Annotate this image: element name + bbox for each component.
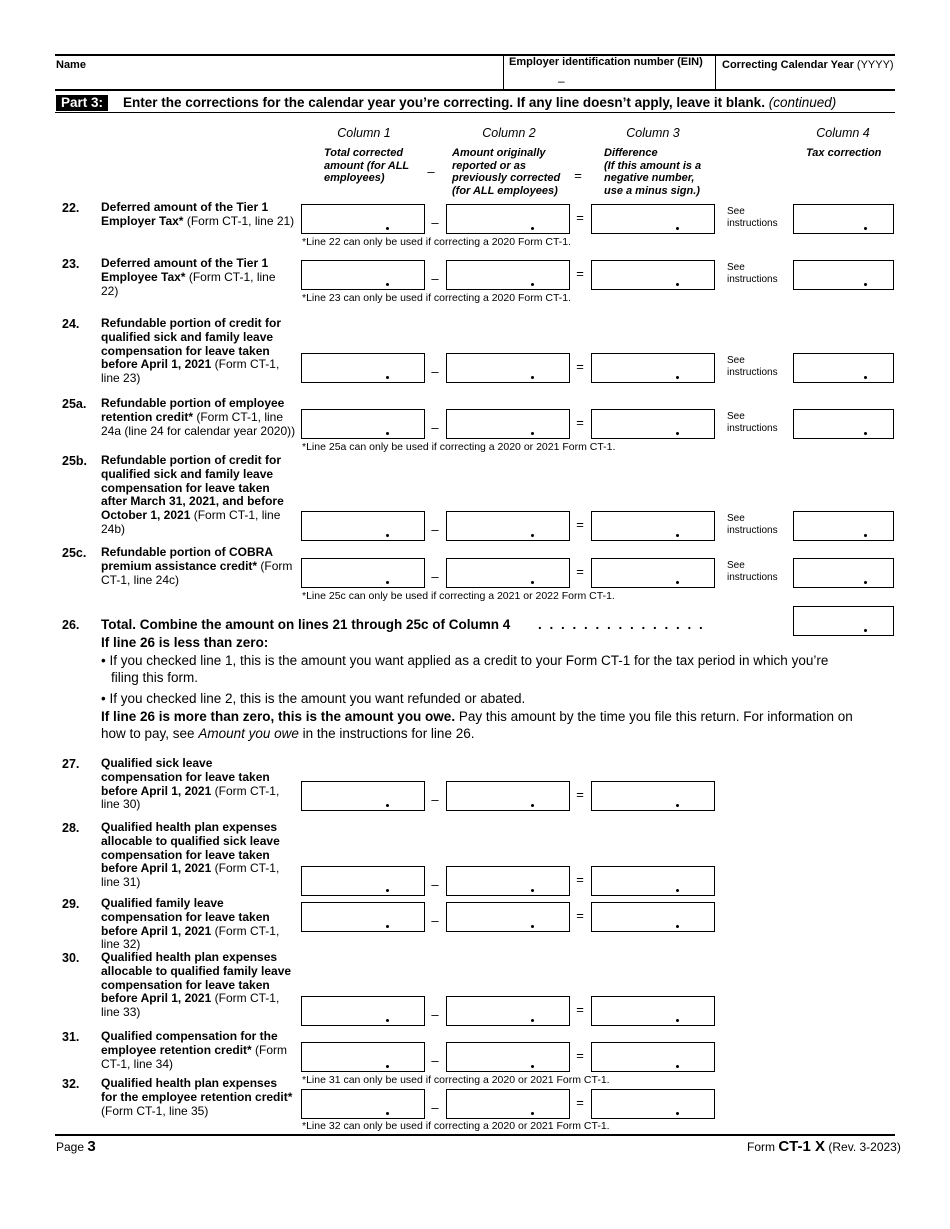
col2-sub-line: (for ALL employees) <box>452 184 558 197</box>
line-26-more-text: Pay this amount by the time you file this return. For information on <box>455 709 853 724</box>
line-25b-col4-input[interactable] <box>793 511 894 541</box>
line-25c-col1-input[interactable] <box>301 558 425 588</box>
line-30-number: 30. <box>62 951 80 965</box>
line-27-desc-bold: Qualified sick leave compensation for leave taken before April 1, 2021 <box>101 756 270 798</box>
line-30-col1-input[interactable] <box>301 996 425 1026</box>
line-25a-see-instructions <box>727 411 778 435</box>
line-24-desc-ref: (Form CT-1, line 23) <box>101 357 280 386</box>
line-26-number: 26. <box>62 618 80 632</box>
col2-sub-line: reported or as <box>452 159 526 172</box>
line-24-desc-bold: Refundable portion of credit for qualified sick and family leave compensation for leave taken before April 1, 2021 <box>101 316 281 372</box>
instructions-text: instructions <box>727 367 778 378</box>
instructions-text: instructions <box>727 525 778 536</box>
line-30-equals: = <box>576 1002 584 1017</box>
instructions-text: instructions <box>727 218 778 229</box>
col3-sub-line: use a minus sign.) <box>604 184 700 197</box>
col1-sub-line: Total corrected <box>324 147 404 159</box>
line-25a-minus: – <box>431 420 439 435</box>
line-26-title-text: Total. Combine the amount on lines 21 through 25c of Column 4 <box>101 617 511 632</box>
line-25b-minus: – <box>431 522 439 537</box>
line-32-col1-input[interactable] <box>301 1089 425 1119</box>
col1-sub-line: amount (for ALL <box>324 159 410 172</box>
instructions-text: instructions <box>727 572 778 583</box>
line-24-description <box>101 317 296 386</box>
line-23-desc-bold: Deferred amount of the Tier 1 Employee Tax* <box>101 256 269 284</box>
line-25a-description <box>101 397 296 438</box>
col1-sub-line: employees) <box>324 172 385 184</box>
line-28-desc-ref: (Form CT-1, line 31) <box>101 861 280 890</box>
line-31-col1-input[interactable] <box>301 1042 425 1072</box>
line-31-minus: – <box>431 1053 439 1068</box>
line-32-equals: = <box>576 1095 584 1110</box>
line-26-more-than-zero <box>101 708 853 725</box>
ein-field[interactable] <box>509 72 709 86</box>
line-32-note: *Line 32 can only be used if correcting a 2020 or 2021 Form CT-1. <box>302 1120 610 1132</box>
line-28-desc-bold: Qualified health plan expenses allocable to qualified sick leave compensation for leave taken before April 1, 2021 <box>101 820 280 876</box>
see-text: See <box>727 411 745 422</box>
line-30-col2-input[interactable] <box>446 996 570 1026</box>
line-23-description <box>101 257 296 298</box>
form-label: Form <box>747 1140 775 1154</box>
line-25a-equals: = <box>576 415 584 430</box>
line-24-col2-input[interactable] <box>446 353 570 383</box>
see-text: See <box>727 355 745 366</box>
line-23-number: 23. <box>62 257 80 271</box>
line-27-description <box>101 757 296 812</box>
line-29-col1-input[interactable] <box>301 902 425 932</box>
line-30-desc-bold: Qualified health plan expenses allocable to qualified family leave compensation for leave taken before April 1, 2021 <box>101 950 292 1006</box>
line-23-col2-input[interactable] <box>446 260 570 290</box>
line-25c-see-instructions <box>727 560 778 584</box>
col4-sub-line: Tax correction <box>806 147 882 159</box>
header-minus: – <box>427 164 435 179</box>
see-text: See <box>727 206 745 217</box>
line-22-number: 22. <box>62 201 80 215</box>
line-28-col3-input[interactable] <box>591 866 715 896</box>
line-29-col2-input[interactable] <box>446 902 570 932</box>
col3-sub-line: Difference <box>604 147 658 159</box>
line-29-number: 29. <box>62 897 80 911</box>
line-29-desc-ref: (Form CT-1, line 32) <box>101 923 280 952</box>
col3-title: Column 3 <box>626 126 680 140</box>
instructions-text: instructions <box>727 274 778 285</box>
line-30-desc-ref: (Form CT-1, line 33) <box>101 991 280 1020</box>
line-29-col3-input[interactable] <box>591 902 715 932</box>
see-text: See <box>727 262 745 273</box>
line-32-col3-input[interactable] <box>591 1089 715 1119</box>
year-hint: (YYYY) <box>856 59 894 71</box>
line-23-see-instructions <box>727 262 778 286</box>
line-22-desc-ref: (Form CT-1, line 21) <box>183 213 295 228</box>
line-23-note: *Line 23 can only be used if correcting a 2020 Form CT-1. <box>302 292 572 304</box>
line-32-number: 32. <box>62 1077 80 1091</box>
line-24-equals: = <box>576 359 584 374</box>
line-30-minus: – <box>431 1007 439 1022</box>
line-26-more-2b: in the instructions for line 26. <box>298 726 475 741</box>
form-rev: (Rev. 3-2023) <box>828 1140 901 1154</box>
line-24-minus: – <box>431 364 439 379</box>
line-27-equals: = <box>576 787 584 802</box>
line-29-minus: – <box>431 913 439 928</box>
line-22-col1-input[interactable] <box>301 204 425 234</box>
line-32-description <box>101 1077 296 1118</box>
line-22-desc-bold: Deferred amount of the Tier 1 Employer Tax* <box>101 200 269 228</box>
line-31-number: 31. <box>62 1030 80 1044</box>
line-25b-col2-input[interactable] <box>446 511 570 541</box>
line-26-more-2a: how to pay, see <box>101 726 199 741</box>
line-30-description <box>101 951 296 1020</box>
line-27-number: 27. <box>62 757 80 771</box>
line-32-col2-input[interactable] <box>446 1089 570 1119</box>
line-31-description <box>101 1030 296 1071</box>
ein-dash: – <box>558 74 565 88</box>
line-26-bullet-2: • If you checked line 2, this is the amount you want refunded or abated. <box>101 691 526 706</box>
col3-sub <box>604 147 701 197</box>
page-number: 3 <box>87 1138 96 1155</box>
line-28-col2-input[interactable] <box>446 866 570 896</box>
col3-sub-line: (If this amount is a <box>604 159 702 172</box>
line-26-bullet-1: • If you checked line 1, this is the amount you want applied as a credit to your Form CT-1 for the tax period in which you’re <box>101 653 829 668</box>
line-25a-col2-input[interactable] <box>446 409 570 439</box>
line-31-col3-input[interactable] <box>591 1042 715 1072</box>
line-22-note: *Line 22 can only be used if correcting a 2020 Form CT-1. <box>302 236 572 248</box>
line-30-col3-input[interactable] <box>591 996 715 1026</box>
col1-title: Column 1 <box>337 126 391 140</box>
name-label: Name <box>56 59 86 71</box>
col4-title: Column 4 <box>816 126 870 140</box>
line-27-col2-input[interactable] <box>446 781 570 811</box>
line-25b-number: 25b. <box>62 454 88 468</box>
line-25b-desc-ref: (Form CT-1, line 24b) <box>101 508 281 536</box>
line-25c-equals: = <box>576 564 584 579</box>
line-32-desc-bold: Qualified health plan expenses for the employee retention credit* <box>101 1076 293 1104</box>
see-text: See <box>727 560 745 571</box>
header-equals: = <box>574 168 582 183</box>
line-25c-note: *Line 25c can only be used if correcting a 2021 or 2022 Form CT-1. <box>302 590 615 602</box>
line-23-col3-input[interactable] <box>591 260 715 290</box>
line-27-minus: – <box>431 792 439 807</box>
line-28-col1-input[interactable] <box>301 866 425 896</box>
line-26-leader: . . . . . . . . . . . . . . . <box>538 617 705 632</box>
part-title <box>123 95 836 111</box>
line-24-see-instructions <box>727 355 778 379</box>
line-27-col1-input[interactable] <box>301 781 425 811</box>
line-25c-col4-input[interactable] <box>793 558 894 588</box>
line-25b-col1-input[interactable] <box>301 511 425 541</box>
col2-sub-line: Amount originally <box>452 147 546 159</box>
year-field[interactable] <box>722 73 890 87</box>
col1-sub <box>324 147 409 185</box>
line-22-col4-input[interactable] <box>793 204 894 234</box>
line-27-col3-input[interactable] <box>591 781 715 811</box>
ein-label: Employer identification number (EIN) <box>509 56 703 68</box>
line-26-more-text-2 <box>101 725 474 742</box>
line-25b-desc-bold: Refundable portion of credit for qualified sick and family leave compensation for leave taken after March 31, 2021, and before October 1, 2021 <box>101 453 284 523</box>
line-29-desc-bold: Qualified family leave compensation for leave taken before April 1, 2021 <box>101 896 270 938</box>
line-25b-description <box>101 454 296 537</box>
line-26-less-than-zero: If line 26 is less than zero: <box>101 635 269 650</box>
part-title-text: Enter the corrections for the calendar year you’re correcting. If any line doesn’t apply, leave it blank. <box>123 95 765 110</box>
line-25c-minus: – <box>431 569 439 584</box>
line-24-col4-input[interactable] <box>793 353 894 383</box>
line-25c-description <box>101 546 296 587</box>
form-name: CT-1 X <box>778 1138 826 1155</box>
line-24-col1-input[interactable] <box>301 353 425 383</box>
line-25a-desc-ref: (Form CT-1, line 24a (line 24 for calendar year 2020)) <box>101 409 296 438</box>
line-32-minus: – <box>431 1100 439 1115</box>
line-25a-desc-bold: Refundable portion of employee retention credit* <box>101 396 285 424</box>
line-25c-col2-input[interactable] <box>446 558 570 588</box>
year-label: Correcting Calendar Year <box>722 59 854 71</box>
line-32-desc-ref: (Form CT-1, line 35) <box>101 1103 209 1118</box>
instructions-text: instructions <box>727 423 778 434</box>
line-27-desc-ref: (Form CT-1, line 30) <box>101 783 280 812</box>
line-31-desc-bold: Qualified compensation for the employee retention credit* <box>101 1029 278 1057</box>
line-26-title <box>101 616 510 633</box>
part-badge: Part 3: <box>56 95 108 111</box>
line-28-minus: – <box>431 877 439 892</box>
line-24-col3-input[interactable] <box>591 353 715 383</box>
col4-sub <box>806 147 881 160</box>
line-25b-col3-input[interactable] <box>591 511 715 541</box>
line-25a-col4-input[interactable] <box>793 409 894 439</box>
line-29-description <box>101 897 296 952</box>
line-22-description <box>101 201 296 229</box>
line-22-minus: – <box>431 215 439 230</box>
line-26-bullet-1b: filing this form. <box>111 670 199 685</box>
line-22-see-instructions <box>727 206 778 230</box>
line-25a-note: *Line 25a can only be used if correcting a 2020 or 2021 Form CT-1. <box>302 441 616 453</box>
line-23-col4-input[interactable] <box>793 260 894 290</box>
line-29-equals: = <box>576 908 584 923</box>
line-28-number: 28. <box>62 821 80 835</box>
line-22-equals: = <box>576 210 584 225</box>
line-22-col3-input[interactable] <box>591 204 715 234</box>
part-continued: (continued) <box>768 95 837 110</box>
line-25b-see-instructions <box>727 513 778 537</box>
line-26-more-bold: If line 26 is more than zero, this is the amount you owe. <box>101 709 456 724</box>
line-24-number: 24. <box>62 317 80 331</box>
line-25a-number: 25a. <box>62 397 87 411</box>
col2-title: Column 2 <box>482 126 536 140</box>
line-22-col2-input[interactable] <box>446 204 570 234</box>
line-28-description <box>101 821 296 890</box>
line-25a-col1-input[interactable] <box>301 409 425 439</box>
line-31-equals: = <box>576 1048 584 1063</box>
col2-sub <box>452 147 560 197</box>
line-26-col4-input[interactable] <box>793 606 894 636</box>
page-label: Page <box>56 1140 85 1154</box>
name-field[interactable] <box>100 70 496 86</box>
line-23-col1-input[interactable] <box>301 260 425 290</box>
col3-sub-line: negative number, <box>604 172 695 184</box>
page-footer <box>56 1138 96 1155</box>
line-23-minus: – <box>431 271 439 286</box>
line-25b-equals: = <box>576 517 584 532</box>
form-footer <box>747 1138 901 1155</box>
line-23-equals: = <box>576 266 584 281</box>
line-25c-number: 25c. <box>62 546 87 560</box>
line-25a-col3-input[interactable] <box>591 409 715 439</box>
see-text: See <box>727 513 745 524</box>
col2-sub-line: previously corrected <box>452 172 561 184</box>
line-25c-col3-input[interactable] <box>591 558 715 588</box>
line-28-equals: = <box>576 872 584 887</box>
line-25c-desc-ref: (Form CT-1, line 24c) <box>101 558 293 587</box>
line-25c-desc-bold: Refundable portion of COBRA premium assistance credit* <box>101 545 273 573</box>
line-31-col2-input[interactable] <box>446 1042 570 1072</box>
line-23-desc-ref: (Form CT-1, line 22) <box>101 269 276 298</box>
line-31-note: *Line 31 can only be used if correcting a 2020 or 2021 Form CT-1. <box>302 1074 610 1086</box>
year-label-wrap <box>722 59 894 71</box>
line-26-more-italic: Amount you owe <box>198 726 299 741</box>
line-31-desc-ref: (Form CT-1, line 34) <box>101 1042 288 1071</box>
